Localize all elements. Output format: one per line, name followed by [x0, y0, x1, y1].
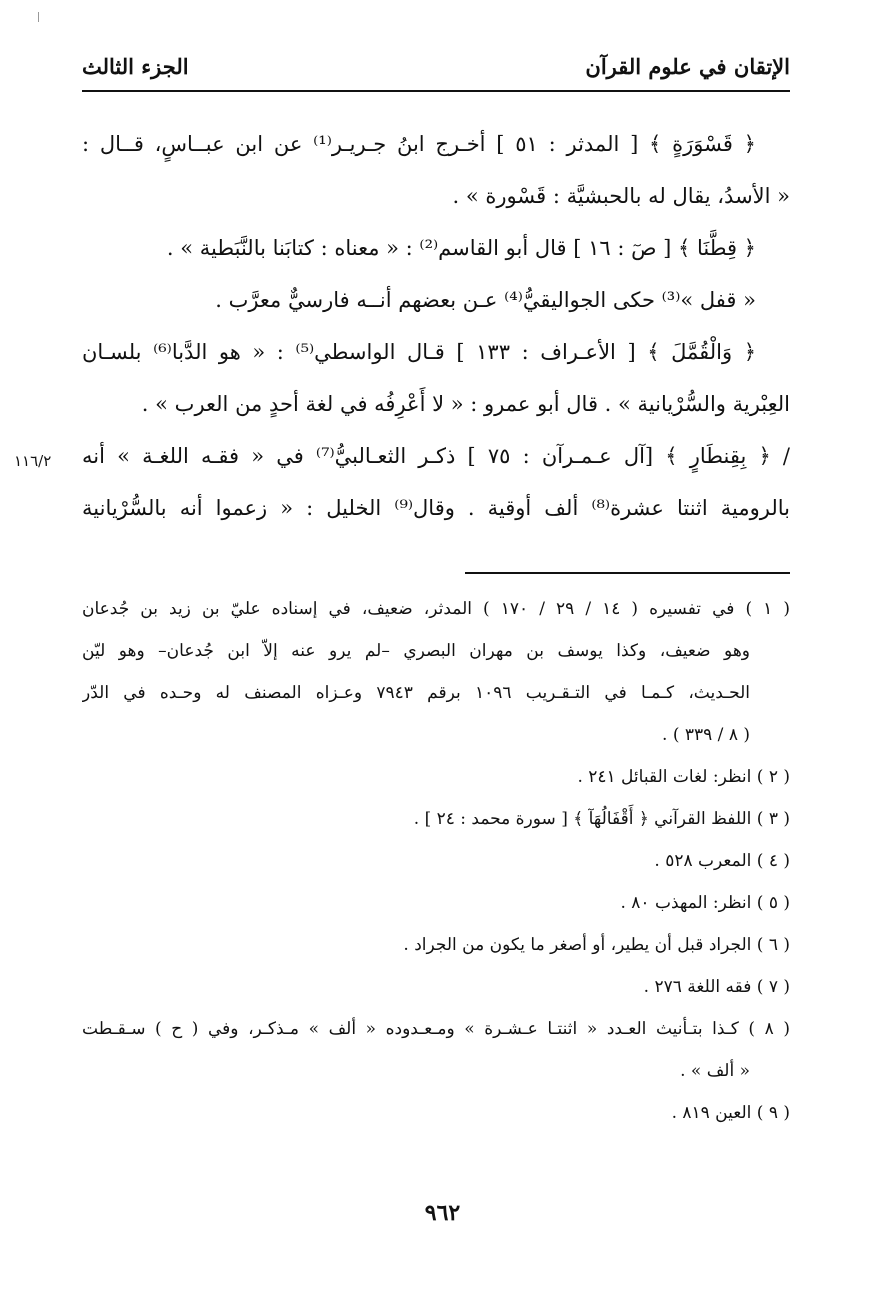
header-rule: [82, 90, 790, 92]
running-header: [82, 50, 790, 90]
footnote-line: ( ٦ ) الجراد قبل أن يطير، أو أصغر ما يكون من الجراد .: [403, 935, 790, 955]
margin-page-reference: ١١٦/٢: [14, 452, 52, 470]
footnote-line: ( ١ ) في تفسيره ( ١٤ / ٢٩ / ١٧٠ ) المدثر، ضعيف، في إسناده عليّ بن زيد بن جُدعان: [82, 599, 790, 619]
text-line: « قفل »⁽³⁾ حكى الجواليقيُّ⁽⁴⁾ عـن بعضهم أنــه فارسيٌّ معرَّب .: [215, 288, 756, 312]
text-line: / ﴿ بِقِنطَارٍ ﴾ [آل عـمـرآن : ٧٥ ] ذكـر الثعـالبيُّ⁽⁷⁾ في « فقـه اللغـة » أنه: [82, 444, 790, 468]
footnote-line: ( ٣ ) اللفظ القرآني ﴿ أَقْفَالُهَآ ﴾ [ سورة محمد : ٢٤ ] .: [413, 809, 790, 829]
text-line: العِبْرية والسُّرْيانية » . قال أبو عمرو : « لا أَعْرِفُه في لغة أحدٍ من العرب » .: [141, 392, 790, 416]
main-text: [82, 118, 790, 534]
footnote-line: « ألف » .: [680, 1061, 750, 1081]
text-line: بالرومية اثنتا عشرة⁽⁸⁾ ألف أوقية . وقال⁽⁹⁾ الخليل : « زعموا أنه بالسُّرْيانية: [82, 496, 790, 520]
footnote-line: ( ٧ ) فقه اللغة ٢٧٦ .: [643, 977, 790, 997]
book-title: الإتقان في علوم القرآن: [585, 54, 790, 79]
page-number: ٩٦٢: [424, 1200, 461, 1226]
scan-mark: [38, 12, 39, 22]
footnote-line: ( ٨ / ٣٣٩ ) .: [662, 725, 750, 745]
text-line: ﴿ قِطَّنَا ﴾ [ صٓ : ١٦ ] قال أبو القاسم⁽²⁾ : « معناه : كتابَنا بالنَّبَطية » .: [166, 236, 756, 260]
footnote-line: ( ٥ ) انظر: المهذب ٨٠ .: [620, 893, 790, 913]
footnote-separator: [465, 572, 790, 574]
text-line: « الأسدُ، يقال له بالحبشيَّة : قَسْورة » .: [452, 184, 790, 208]
footnote-line: ( ٤ ) المعرب ٥٢٨ .: [654, 851, 790, 871]
footnote-line: ( ٨ ) كـذا بتـأنيث العـدد « اثنتـا عـشـرة » ومـعـدوده « ألف » مـذكـر، وفي ( ح ) سـقـطت: [82, 1019, 790, 1039]
footnote-line: وهو ضعيف، وكذا يوسف بن مهران البصري –لم يرو عنه إلاّ ابن جُدعان– وهو ليّن: [82, 641, 750, 661]
text-line: ﴿ وَالْقُمَّلَ ﴾ [ الأعـراف : ١٣٣ ] قـال الواسطي⁽⁵⁾ : « هو الدَّبا⁽⁶⁾ بلسـان: [82, 340, 756, 364]
footnote-line: ( ٩ ) العين ٨١٩ .: [671, 1103, 790, 1123]
volume-label: الجزء الثالث: [82, 54, 189, 79]
footnote-line: ( ٢ ) انظر: لغات القبائل ٢٤١ .: [577, 767, 790, 787]
footnotes: [82, 588, 790, 1134]
text-line: ﴿ قَسْوَرَةٍ ﴾ [ المدثر : ٥١ ] أخـرج ابنُ جـريـر⁽¹⁾ عن ابن عبــاسٍ، قــال :: [82, 132, 756, 156]
footnote-line: الحـديث، كـمـا في التـقـريب ١٠٩٦ برقم ٧٩٤٣ وعـزاه المصنف له وحـده في الدّر: [82, 683, 751, 703]
